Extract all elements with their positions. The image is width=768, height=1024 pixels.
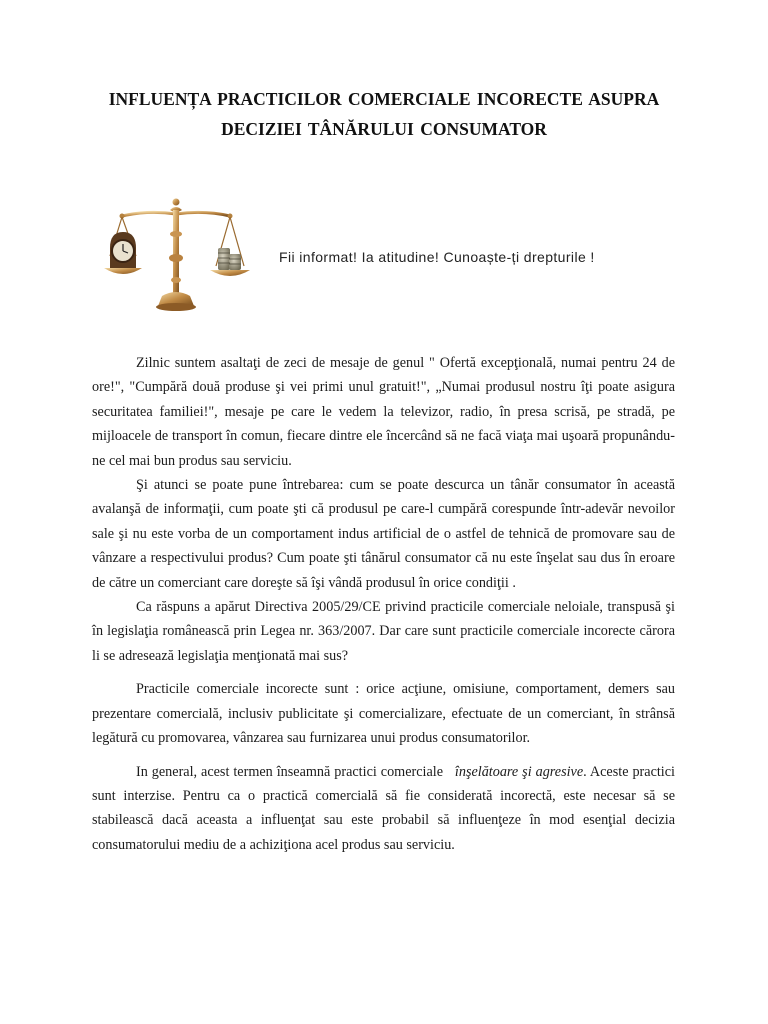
paragraph-5 xyxy=(92,760,675,858)
document-title xyxy=(60,84,708,144)
paragraph-4: Practicile comerciale incorecte sunt : orice acţiune, omisiune, comportament, demers sau prezentare comercială, inclusiv publicitate şi comercializare, efectuate de un comerciant, în strânsă legătură cu promovarea, vânzarea sau furnizarea unui produs consumatorilor. xyxy=(92,681,675,747)
paragraph-2: Şi atunci se poate pune întrebarea: cum se poate descurca un tânăr consumator în această avalanşă de informaţii, cum poate şti că produsul pe care-l cumpără corespunde într-adevăr nevoilor sale şi nu este vorba de un comportament indus artificial de o astfel de tehnică de promovare sau de vânzare a respectivului produs? Cum poate şti tânărul consumator că nu este înşelat sau dus în eroare de către un comerciant care doreşte să îşi vândă produsul în orice condiţii . xyxy=(92,477,675,591)
paragraph-5-emphasis: înşelătoare şi agresive xyxy=(454,763,584,780)
paragraph-5-start: In general, acest termen înseamnă practici comerciale xyxy=(136,763,443,780)
paragraph-1: Zilnic suntem asaltaţi de zeci de mesaje de genul " Ofertă excepţională, numai pentru 24 de ore!", "Cumpără două produse şi vei primi unul gratuit!", „Numai produsul nostru îţi poate asigura securitatea familiei!", mesaje pe care le vedem la televizor, radio, în presa scrisă, pe stradă, pe mijloacele de transport în comun, fiecare dintre ele încercând să ne facă viaţa mai uşoară propunându-ne cel mai bun produs sau serviciu. xyxy=(92,355,675,469)
slogan: Fii informat! Ia atitudine! Cunoaște-ți drepturile ! xyxy=(279,249,595,265)
paragraph-3: Ca răspuns a apărut Directiva 2005/29/CE privind practicile comerciale neloiale, transpusă şi în legislaţia românească prin Legea nr. 363/2007. Dar care sunt practicile comerciale incorecte cărora li se adresează legislaţia menţionată mai sus? xyxy=(92,599,675,664)
article-body xyxy=(92,351,675,857)
paragraph-5-end: . Aceste practici sunt interzise. Pentru ca o practică comercială să fie considerată incorectă, este necesar să se stabilească dacă aceasta a influenţat sau este probabil să influenţeze în mod esenţial decizia consumatorului mediu de a achiziţiona acel produs sau serviciu. xyxy=(92,763,675,853)
title-line-2: DECIZIEI TÂNĂRULUI CONSUMATOR xyxy=(221,119,547,139)
balance-scale-image xyxy=(96,188,256,318)
title-line-1: INFLUENȚA PRACTICILOR COMERCIALE INCORECTE ASUPRA xyxy=(108,89,660,109)
balance-scale-icon xyxy=(96,188,256,318)
